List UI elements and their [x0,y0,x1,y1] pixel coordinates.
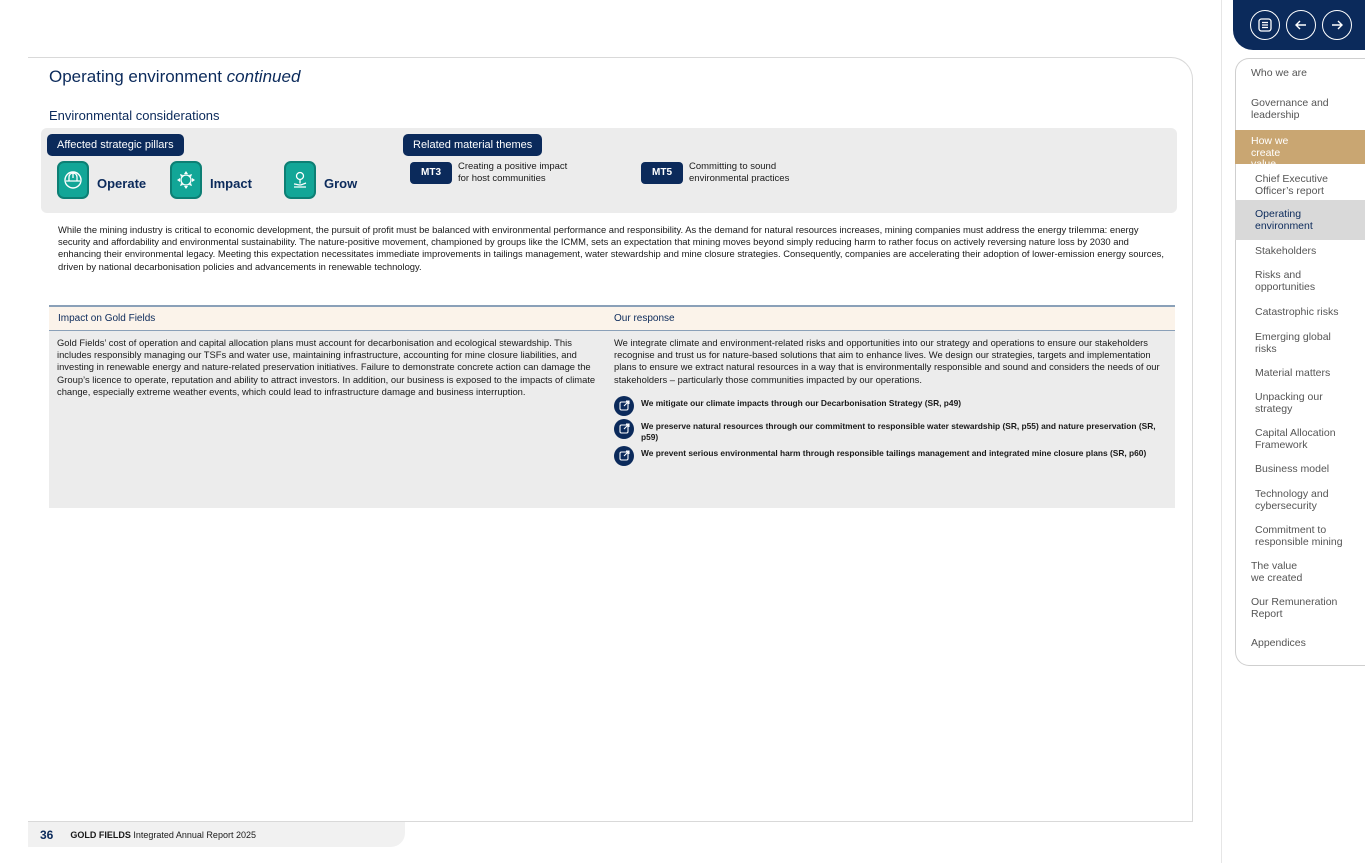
pillar-label: Operate [97,175,147,191]
nav-item-catastrophic-risks[interactable]: Catastrophic risks [1255,306,1339,318]
theme-text: Committing to sound environmental practices [689,161,790,184]
nav-item-value-created[interactable]: The value we created [1251,560,1303,584]
nav-item-capital-allocation[interactable]: Capital Allocation Framework [1255,427,1336,451]
contents-button[interactable] [1250,10,1280,40]
list-item[interactable] [614,446,1167,466]
forward-button[interactable] [1322,10,1352,40]
nav-toolbar [1233,0,1365,50]
nav-item-business-model[interactable]: Business model [1255,463,1330,475]
pillar-operate [57,161,146,199]
arrow-left-icon [1293,17,1309,33]
nav-item-who-we-are[interactable]: Who we are [1251,67,1308,79]
theme-mt5 [641,161,789,185]
themes-tag: Related material themes [403,134,542,156]
response-link-text[interactable]: We mitigate our climate impacts through our Decarbonisation Strategy (SR, p49) [641,397,962,408]
list-item[interactable] [614,396,1167,416]
nav-item-stakeholders[interactable]: Stakeholders [1255,245,1317,257]
nav-item-ceo-report[interactable]: Chief Executive Officer’s report [1255,173,1328,197]
back-button[interactable] [1286,10,1316,40]
arrow-right-icon [1329,17,1345,33]
nav-item-risks[interactable]: Risks and opportunities [1255,269,1316,293]
pillar-grow [284,161,357,199]
nav-item-governance[interactable]: Governance and leadership [1251,97,1329,121]
external-link-icon[interactable] [614,446,634,466]
nav-item-remuneration[interactable]: Our Remuneration Report [1251,596,1338,620]
globe-icon [170,161,202,199]
impact-response-table [49,305,1175,508]
theme-text: Creating a positive impact for host communities [458,161,568,184]
column-header-impact: Impact on Gold Fields [58,313,156,324]
nav-item-operating-environment[interactable]: Operating environment [1235,200,1365,240]
page-number: 36 [40,827,54,842]
table-row [49,331,1175,508]
section-title: Environmental considerations [49,108,220,123]
pillar-impact [170,161,252,199]
nav-item-strategy[interactable]: Unpacking our strategy [1255,391,1323,415]
nav-item-technology[interactable]: Technology and cybersecurity [1255,488,1329,512]
external-link-icon[interactable] [614,396,634,416]
nav-item-appendices[interactable]: Appendices [1251,637,1306,649]
theme-code: MT5 [641,162,683,184]
column-header-response: Our response [614,313,675,324]
nav-divider [1221,0,1222,863]
pillars-tag: Affected strategic pillars [47,134,184,156]
nav-item-emerging-risks[interactable]: Emerging global risks [1255,331,1331,355]
nav-item-how-we-create-value[interactable]: How we create value [1235,130,1365,164]
theme-mt3 [410,161,567,185]
intro-paragraph: While the mining industry is critical to economic development, the pursuit of profit must be balanced with environmental performance and responsibility. As the demand for natural resources increases, mining companies must address the energy trilemma: energy security and affordability and environmental sustainability. The nature-positive movement, championed by groups like the ICMM, sets an expectation that mining moves beyond simply reducing harm to rather focus on actively reversing nature loss by 2030 and enhancing their environmental legacy. Meeting this expectation necessitates immediate improvements in tailings management, water stewardship and mine closure strategies. Consequently, companies are accelerating their adoption of lower-emission energy sources, driven by national decarbonisation policies and advancements in renewable technology. [58,224,1164,272]
hard-hat-icon [57,161,89,199]
external-link-icon[interactable] [614,419,634,439]
nav-item-responsible-mining[interactable]: Commitment to responsible mining [1255,524,1343,548]
page-footer [28,822,405,847]
page-title: Operating environment continued [49,67,301,86]
nav-item-material-matters[interactable]: Material matters [1255,367,1331,379]
response-list [614,396,1167,466]
report-name: GOLD FIELDS Integrated Annual Report 2025 [70,829,256,840]
pillar-label: Grow [324,175,358,191]
list-item[interactable] [614,419,1167,443]
growth-hand-icon [284,161,316,199]
response-link-text[interactable]: We preserve natural resources through our commitment to responsible water stewardship (SR, p55) and nature preservation (SR, p59) [641,420,1156,442]
response-text: We integrate climate and environment-related risks and opportunities into our strategy and operations to ensure our stakeholders recognise and trust us for nature-based solutions that aim to enhance lives. We design our strategies, targets and implementation plans to ensure we extract natural resources in a way that is environmentally responsible and sound and considers the needs of our stakeholders – particularly those communities impacted by our operations. [614,337,1160,385]
response-link-text[interactable]: We prevent serious environmental harm through responsible tailings management and integrated mine closure plans (SR, p60) [641,447,1147,458]
pillar-label: Impact [210,175,252,191]
list-icon [1257,17,1273,33]
response-cell [605,331,1175,508]
impact-text: Gold Fields’ cost of operation and capital allocation plans must account for decarbonisation and ecological stewardship. This includes responsibly managing our TSFs and water use, maintaining infrastructure, accounting for mine closure liabilities, and investing in renewable energy and nature-related preservation initiatives. Failure to demonstrate concrete action can damage the Group’s licence to operate, reputation and ability to attract investors. In addition, our business is exposed to the impacts of climate change, especially extreme weather events, which could lead to infrastructure damage and business interruption. [57,337,596,397]
theme-code: MT3 [410,162,452,184]
table-header [49,305,1175,331]
